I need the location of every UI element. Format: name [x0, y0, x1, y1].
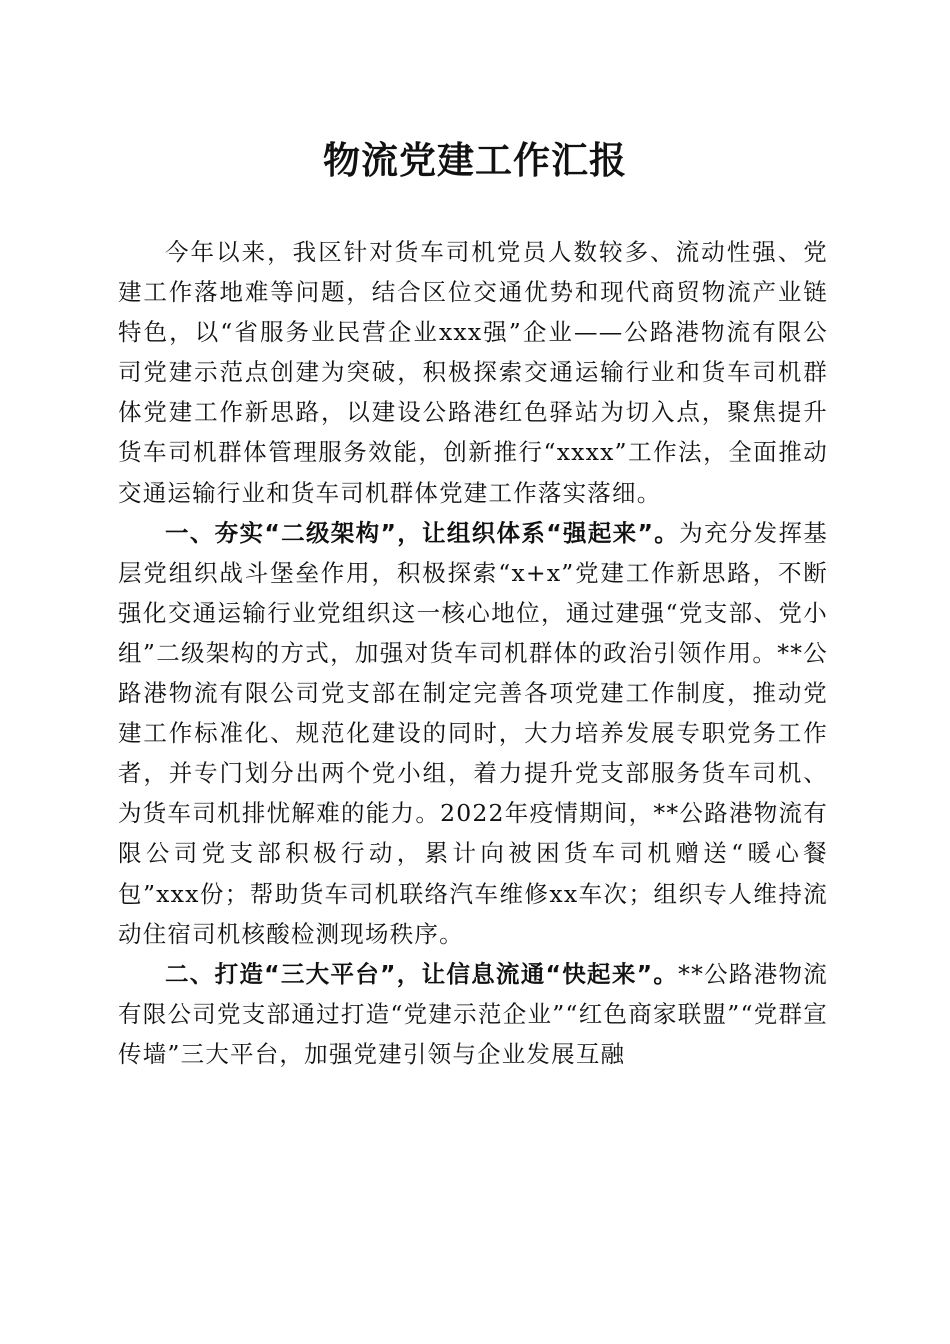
- intro-paragraph-text: 今年以来，我区针对货车司机党员人数较多、流动性强、党建工作落地难等问题，结合区位交通优势和现代商贸物流产业链特色，以“省服务业民营企业xxx强”企业——公路港物流有限公司党建示范点创建为突破，积极探索交通运输行业和货车司机群体党建工作新思路，以建设公路港红色驿站为切入点，聚焦提升货车司机群体管理服务效能，创新推行“xxxx”工作法，全面推动交通运输行业和货车司机群体党建工作落实落细。: [118, 238, 828, 507]
- section-one-heading: 一、夯实“二级架构”，让组织体系“强起来”。: [165, 518, 680, 547]
- intro-paragraph: [118, 232, 828, 513]
- document-title: 物流党建工作汇报: [323, 138, 627, 182]
- document-body: [118, 232, 828, 1074]
- section-two-heading: 二、打造“三大平台”，让信息流通“快起来”。: [165, 959, 679, 988]
- section-two-paragraph: [118, 954, 828, 1074]
- section-two-text: **公路港物流有限公司党支部通过打造“党建示范企业”“红色商家联盟”“党群宣传墙”三大平台，加强党建引领与企业发展互融: [118, 959, 828, 1068]
- section-one-text: 为充分发挥基层党组织战斗堡垒作用，积极探索“x+x”党建工作新思路，不断强化交通运输行业党组织这一核心地位，通过建强“党支部、党小组”二级架构的方式，加强对货车司机群体的政治引领作用。**公路港物流有限公司党支部在制定完善各项党建工作制度，推动党建工作标准化、规范化建设的同时，大力培养发展专职党务工作者，并专门划分出两个党小组，着力提升党支部服务货车司机、为货车司机排忧解难的能力。2022年疫情期间，**公路港物流有限公司党支部积极行动，累计向被困货车司机赠送“暖心餐包”xxx份；帮助货车司机联络汽车维修xx车次；组织专人维持流动住宿司机核酸检测现场秩序。: [118, 518, 828, 948]
- section-one-paragraph: [118, 513, 828, 954]
